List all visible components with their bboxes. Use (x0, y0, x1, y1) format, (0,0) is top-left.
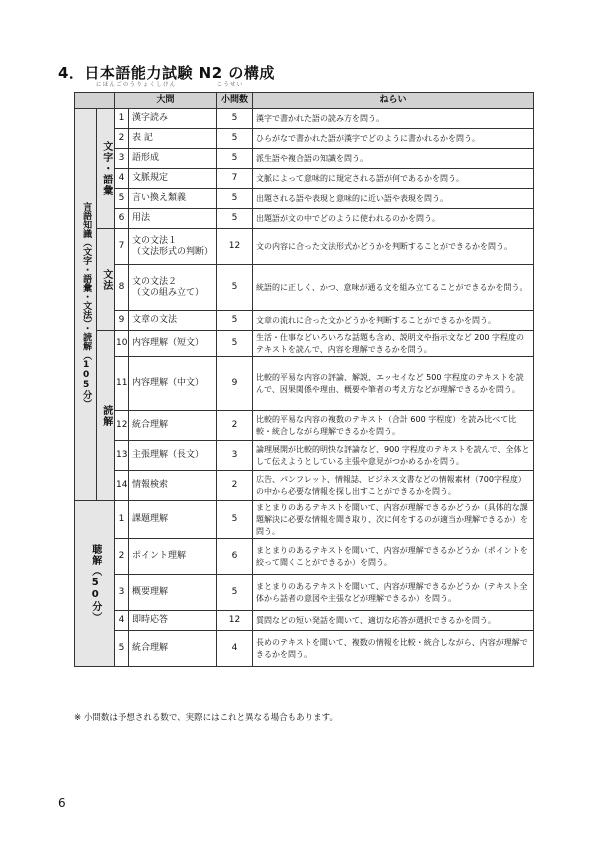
table-row (75, 575, 534, 611)
question-number: 13 (115, 441, 129, 471)
question-type: 情報検索 (129, 471, 217, 501)
question-aim: 広告、パンフレット、情報誌、ビジネス文書などの情報素材（700字程度）の中から必要な情報を探し出すことができるかを問う。 (253, 471, 534, 501)
table-row (75, 539, 534, 575)
question-count: 12 (217, 611, 253, 631)
question-aim: 文脈によって意味的に規定される語が何であるかを問う。 (253, 169, 534, 189)
header-aim: ねらい (253, 93, 534, 109)
question-count: 5 (217, 149, 253, 169)
section-gengo-dokkai-label: （105分） (81, 350, 92, 408)
question-number: 6 (115, 209, 129, 229)
question-type: 文章の文法 (129, 311, 217, 331)
question-aim: 長めのテキストを聞いて、複数の情報を比較・統合しながら、内容が理解できるかを問う。 (253, 631, 534, 667)
question-number: 7 (115, 229, 129, 265)
question-count: 5 (217, 331, 253, 357)
question-aim: 統語的に正しく、かつ、意味が通る文を組み立てることができるかを問う。 (253, 265, 534, 311)
question-aim: 比較的平易な内容の複数のテキスト（合計 600 字程度）を読み比べて比較・統合しながら理解できるかを問う。 (253, 411, 534, 441)
question-count: 5 (217, 575, 253, 611)
question-count: 6 (217, 539, 253, 575)
header-blank (75, 93, 115, 109)
question-number: 10 (115, 331, 129, 357)
question-number: 1 (115, 501, 129, 539)
question-count: 5 (217, 209, 253, 229)
question-number: 2 (115, 129, 129, 149)
title-ruby: にほんごのうりょくしけん こうせい (96, 82, 244, 88)
section-bunpo-label: 文法 (100, 268, 112, 291)
table-row (75, 357, 534, 411)
question-type: 用法 (129, 209, 217, 229)
section-moji-goi-label: 文字・語彙 (100, 141, 112, 197)
question-type: 内容理解（短文） (129, 331, 217, 357)
question-aim: 質問などの短い発話を聞いて、適切な応答が選択できるかを問う。 (253, 611, 534, 631)
table-row (75, 229, 534, 265)
question-aim: 漢字で書かれた語の読み方を問う。 (253, 109, 534, 129)
question-number: 9 (115, 311, 129, 331)
question-count: 7 (217, 169, 253, 189)
question-aim: まとまりのあるテキストを聞いて、内容が理解できるかどうか（ポイントを絞って聞くことができるか）を問う。 (253, 539, 534, 575)
question-count: 2 (217, 471, 253, 501)
question-number: 14 (115, 471, 129, 501)
question-number: 5 (115, 189, 129, 209)
question-count: 5 (217, 129, 253, 149)
question-aim: 文章の流れに合った文かどうかを判断することができるかを問う。 (253, 311, 534, 331)
section-bunpo (97, 229, 115, 331)
table-header-row (75, 93, 534, 109)
table-row (75, 471, 534, 501)
table-row (75, 265, 534, 311)
table-row (75, 411, 534, 441)
question-count: 5 (217, 109, 253, 129)
question-aim: 出題語が文の中でどのように使われるのかを問う。 (253, 209, 534, 229)
question-aim: 派生語や複合語の知識を問う。 (253, 149, 534, 169)
question-number: 8 (115, 265, 129, 311)
table-row (75, 129, 534, 149)
question-count: 5 (217, 265, 253, 311)
question-count: 9 (217, 357, 253, 411)
table-row (75, 501, 534, 539)
section-gengo-dokkai-label: 言語知識（文字・語彙・文法）・読解 (81, 202, 92, 351)
table-row (75, 149, 534, 169)
table-row (75, 189, 534, 209)
question-count: 5 (217, 311, 253, 331)
header-daimon: 大問 (115, 93, 217, 109)
question-aim: 文の内容に合った文法形式かどうかを判断することができるかを問う。 (253, 229, 534, 265)
page-title: 4．日本語能力試験 N2 の構成 (58, 64, 275, 82)
question-type: 文脈規定 (129, 169, 217, 189)
question-aim: 論理展開が比較的明快な評論など、900 字程度のテキストを読んで、全体として伝えようとしている主張や意見がつかめるかを問う。 (253, 441, 534, 471)
question-aim: まとまりのあるテキストを聞いて、内容が理解できるかどうか（テキスト全体から話者の意図や主張などが理解できるか）を問う。 (253, 575, 534, 611)
question-number: 5 (115, 631, 129, 667)
question-count: 2 (217, 411, 253, 441)
question-count: 5 (217, 501, 253, 539)
section-chokai-label: （50分） (89, 566, 101, 624)
question-number: 11 (115, 357, 129, 411)
question-aim: まとまりのあるテキストを聞いて、内容が理解できるかどうか（具体的な課題解決に必要な情報を聞き取り、次に何をするのが適当か理解できるか）を問う。 (253, 501, 534, 539)
question-number: 12 (115, 411, 129, 441)
question-type: 文の文法１ （文法形式の判断） (129, 229, 217, 265)
question-type: 文の文法２ （文の組み立て） (129, 265, 217, 311)
question-type: ポイント理解 (129, 539, 217, 575)
table-row (75, 209, 534, 229)
table-row (75, 611, 534, 631)
question-number: 1 (115, 109, 129, 129)
question-type: 言い換え類義 (129, 189, 217, 209)
section-dokkai-label: 読解 (100, 404, 112, 427)
question-count: 5 (217, 189, 253, 209)
page-number: 6 (58, 796, 66, 810)
question-type: 主張理解（長文） (129, 441, 217, 471)
question-count: 3 (217, 441, 253, 471)
header-count: 小問数 (217, 93, 253, 109)
question-number: 3 (115, 575, 129, 611)
question-type: 概要理解 (129, 575, 217, 611)
question-aim: 出題される語や表現と意味的に近い語や表現を問う。 (253, 189, 534, 209)
question-number: 2 (115, 539, 129, 575)
table-row (75, 169, 534, 189)
question-aim: 比較的平易な内容の評論、解説、エッセイなど 500 字程度のテキストを読んで、因果関係や理由、概要や筆者の考え方などが理解できるかを問う。 (253, 357, 534, 411)
exam-structure-table (74, 92, 534, 667)
question-type: 即時応答 (129, 611, 217, 631)
table-row (75, 311, 534, 331)
question-type: 統合理解 (129, 631, 217, 667)
section-chokai (75, 501, 115, 667)
table-row (75, 109, 534, 129)
question-type: 漢字読み (129, 109, 217, 129)
question-number: 3 (115, 149, 129, 169)
footnote: ※ 小問数は予想される数で、実際にはこれと異なる場合もあります。 (74, 713, 338, 723)
section-chokai-label: 聴解 (89, 544, 101, 567)
table-row (75, 631, 534, 667)
question-aim: 生活・仕事などいろいろな話題も含め、説明文や指示文など 200 字程度のテキストを読んで、内容を理解できるかを問う。 (253, 331, 534, 357)
section-gengo-dokkai (75, 109, 97, 501)
question-number: 4 (115, 611, 129, 631)
table-row (75, 331, 534, 357)
question-aim: ひらがなで書かれた語が漢字でどのように書かれるかを問う。 (253, 129, 534, 149)
question-type: 課題理解 (129, 501, 217, 539)
question-count: 4 (217, 631, 253, 667)
section-moji-goi (97, 109, 115, 229)
question-number: 4 (115, 169, 129, 189)
table-row (75, 441, 534, 471)
question-count: 12 (217, 229, 253, 265)
question-type: 内容理解（中文） (129, 357, 217, 411)
question-type: 統合理解 (129, 411, 217, 441)
section-dokkai (97, 331, 115, 501)
question-type: 表 記 (129, 129, 217, 149)
question-type: 語形成 (129, 149, 217, 169)
